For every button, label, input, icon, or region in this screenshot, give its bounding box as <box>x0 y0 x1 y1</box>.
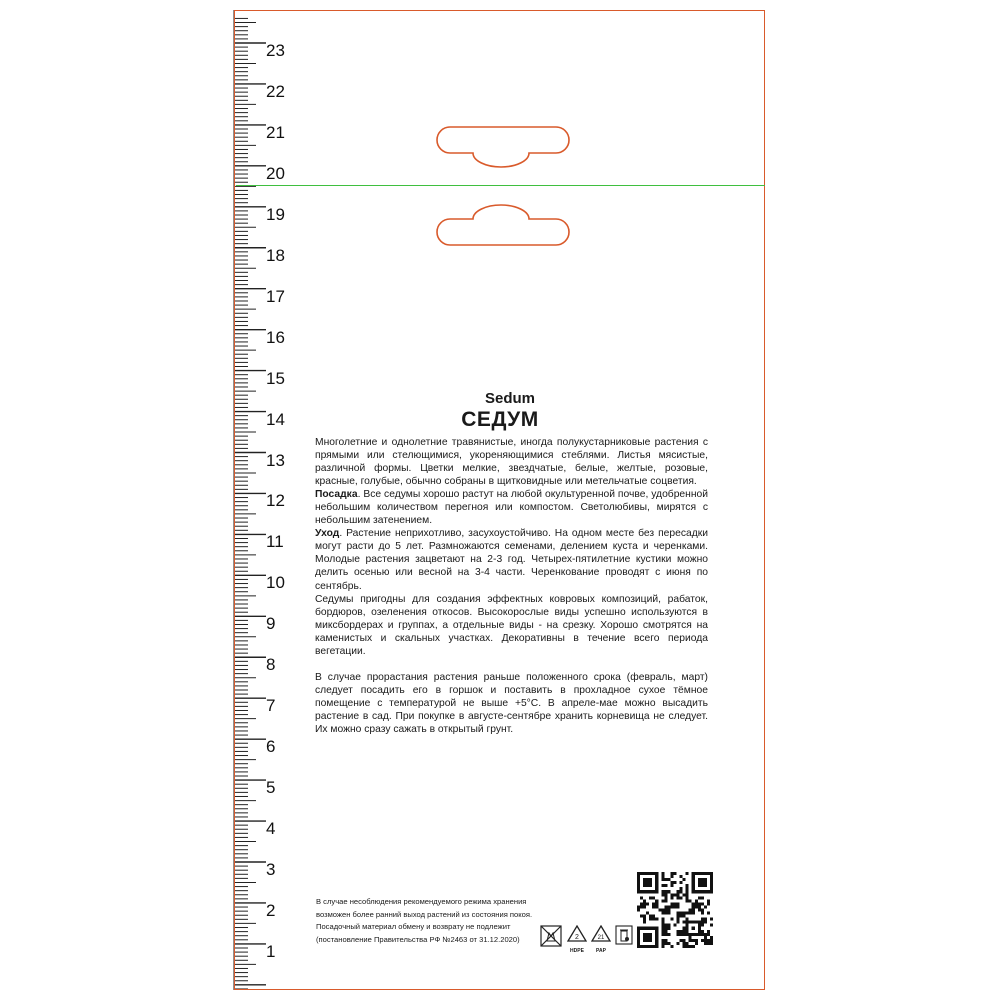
ruler-label: 10 <box>266 573 285 593</box>
ruler-label: 11 <box>266 532 284 552</box>
product-latin-name: Sedum <box>484 390 535 407</box>
ruler-label: 19 <box>266 204 285 224</box>
planting-text: . Все седумы хорошо растут на любой окультуренной почве, удобренной небольшим количеством перегноя или компостом. Светолюбивы, мирятся с небольшим затенением. <box>315 489 708 527</box>
ruler-label: 18 <box>266 245 285 265</box>
ruler-label: 13 <box>266 450 285 470</box>
ruler-label: 1 <box>266 941 276 961</box>
qr-code <box>637 872 713 948</box>
ruler-label: 22 <box>266 81 285 101</box>
ruler-label: 7 <box>266 696 276 716</box>
ruler-label: 9 <box>266 614 276 634</box>
footer-line-4: (постановление Правительства РФ №2463 от 31.12.2020) <box>316 934 520 944</box>
ruler-label: 14 <box>266 409 285 429</box>
ruler-label: 6 <box>266 737 276 757</box>
do-not-burn-icon <box>540 925 562 947</box>
care-paragraph <box>315 527 708 592</box>
hang-slot-top <box>437 127 569 167</box>
footer-line-2: возможен более ранний выход растений из состояния покоя. <box>316 909 533 919</box>
svg-text:2: 2 <box>575 934 579 941</box>
ruler-label: 21 <box>266 122 285 142</box>
pap-recycle <box>591 925 611 954</box>
ruler-label: 20 <box>266 163 285 183</box>
ruler-label: 5 <box>266 778 276 798</box>
ruler-label: 2 <box>266 900 276 920</box>
ruler-label: 12 <box>266 491 285 511</box>
description <box>315 436 708 736</box>
care-text: . Растение неприхотливо, засухоустойчиво. На одном месте без пересадки могут расти до 5 лет. Размножаются семенами, делением куста и черенками. Молодые растения зацветают на 2-3 год. Четырех-пятилетние кустики можно делить осенью или весной на 3-4 части. Черенкование проводят с июня по сентябрь. <box>315 528 708 592</box>
hdpe-recycle-icon <box>567 925 587 943</box>
ruler-label: 3 <box>266 860 276 879</box>
pap-recycle-icon <box>591 925 611 943</box>
planting-paragraph <box>315 488 708 527</box>
ruler-label: 16 <box>266 327 285 347</box>
svg-text:21: 21 <box>597 935 605 941</box>
care-label: Уход <box>315 528 340 540</box>
planting-label: Посадка <box>315 489 358 501</box>
footer-line-3: Посадочный материал обмену и возврату не подлежит <box>316 922 511 931</box>
storage-paragraph: В случае прорастания растения раньше положенного срока (февраль, март) следует посадить его в горшок и поставить в прохладное сухое тёмное помещение с температурой не выше +5°С. В апреле-мае можно высадить растение в сад. При покупке в августе-сентябре хранить корневища не следует. Их можно сразу сажать в открытый грунт. <box>315 671 708 735</box>
hang-slot-bottom <box>437 205 569 245</box>
ruler-label: 4 <box>266 819 276 839</box>
footer-line-1: В случае несоблюдения рекомендуемого режима хранения <box>316 897 527 906</box>
ruler-label: 17 <box>266 286 285 306</box>
packaging-icons <box>540 925 640 954</box>
usage-paragraph: Седумы пригодны для создания эффектных ковровых композиций, рабаток, бордюров, озеленения откосов. Высокорослые виды успешно используются в миксбордерах и группах, а отдельные виды - на срезку. Хорошо смотрятся на каменистых и скальных участках. Декоративны в течение всего периода вегетации. <box>315 593 708 657</box>
footer-note <box>316 896 556 946</box>
description-intro: Многолетние и однолетние травянистые, иногда полукустарниковые растения с прямыми или стелющимися, укореняющимися стеблями. Листья мясистые, различной формы. Цветки мелкие, звездчатые, белые, желтые, розовые, красные, голубые, обычно собраны в щитковидные или метельчатые соцветия. <box>315 437 708 488</box>
hdpe-recycle <box>567 925 587 954</box>
pap-label: PAP <box>596 948 606 954</box>
product-name: СЕДУМ <box>461 408 539 431</box>
hdpe-label: HDPE <box>570 948 584 954</box>
ruler-label: 8 <box>266 655 276 675</box>
hang-slots <box>0 0 1000 260</box>
trash-bin-icon <box>615 925 633 945</box>
ruler-label: 23 <box>266 41 285 60</box>
ruler-label: 15 <box>266 368 285 388</box>
